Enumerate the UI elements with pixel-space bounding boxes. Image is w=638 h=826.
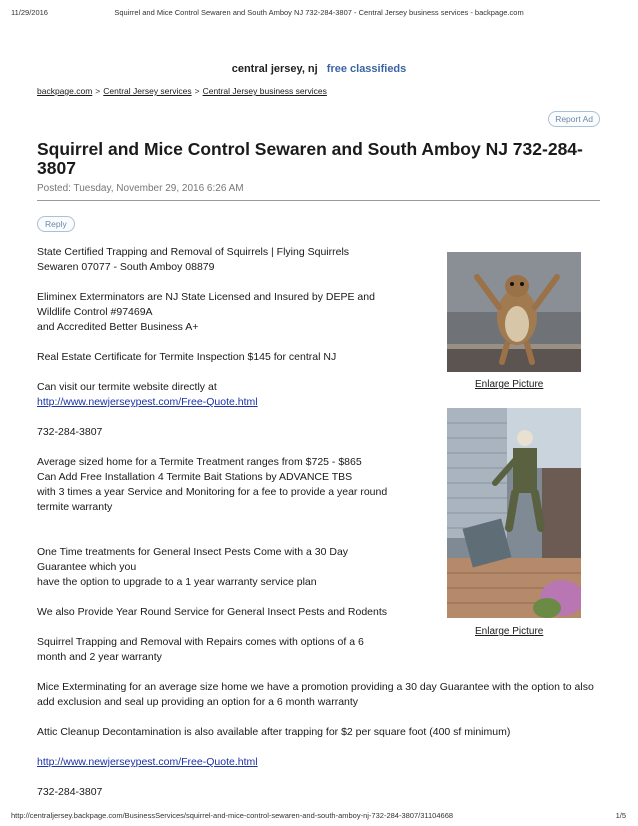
- breadcrumb: [37, 86, 327, 96]
- posted-date: Posted: Tuesday, November 29, 2016 6:26 AM: [37, 183, 244, 194]
- body-line: month and 2 year warranty: [37, 651, 162, 663]
- print-header: [0, 8, 638, 20]
- body-line: Squirrel Trapping and Removal with Repairs comes with options of a 6: [37, 636, 364, 648]
- body-line: Average sized home for a Termite Treatment ranges from $725 - $865: [37, 456, 362, 468]
- print-url: http://centraljersey.backpage.com/BusinessServices/squirrel-and-mice-control-sewaren-and-south-amboy-nj-732-284-3807/31104668: [11, 811, 454, 820]
- body-line: Attic Cleanup Decontamination is also available after trapping for $2 per square foot (400 sf minimum): [37, 726, 511, 738]
- print-page-number: 1/5: [615, 811, 626, 820]
- free-classifieds-link[interactable]: free classifieds: [326, 63, 407, 75]
- body-line: termite warranty: [37, 501, 113, 513]
- title-divider: [37, 200, 600, 201]
- breadcrumb-separator: >: [194, 86, 200, 96]
- print-page-title: Squirrel and Mice Control Sewaren and South Amboy NJ 732-284-3807 - Central Jersey business services - backpage.com: [114, 8, 524, 17]
- body-line: One Time treatments for General Insect Pests Come with a 30 Day: [37, 546, 349, 558]
- body-line: We also Provide Year Round Service for General Insect Pests and Rodents: [37, 606, 388, 618]
- body-line: Sewaren 07077 - South Amboy 08879: [37, 261, 215, 273]
- phone-number-2: 732-284-3807: [37, 786, 103, 798]
- free-quote-link-2[interactable]: http://www.newjerseypest.com/Free-Quote.html: [37, 756, 258, 768]
- body-line: Guarantee which you: [37, 561, 137, 573]
- body-line: have the option to upgrade to a 1 year warranty service plan: [37, 576, 317, 588]
- body-line: Can visit our termite website directly at: [37, 381, 217, 393]
- body-line: Mice Exterminating for an average size home we have a promotion providing a 30 day Guarantee with the option to also add exclusion and seal up providing an option for a 6 month warranty: [37, 681, 594, 708]
- report-ad-button[interactable]: Report Ad: [548, 111, 600, 127]
- body-line: Real Estate Certificate for Termite Inspection $145 for central NJ: [37, 351, 337, 363]
- print-footer: [0, 811, 638, 823]
- body-line: and Accredited Better Business A+: [37, 321, 199, 333]
- breadcrumb-separator: >: [95, 86, 101, 96]
- site-city: central jersey, nj: [231, 63, 318, 75]
- print-date: 11/29/2016: [11, 8, 48, 17]
- site-bar: [0, 63, 638, 75]
- free-quote-link-1[interactable]: http://www.newjerseypest.com/Free-Quote.html: [37, 396, 258, 408]
- enlarge-picture-2-link[interactable]: Enlarge Picture: [475, 626, 544, 637]
- body-line: State Certified Trapping and Removal of Squirrels | Flying Squirrels: [37, 246, 350, 258]
- breadcrumb-business-services[interactable]: Central Jersey business services: [202, 86, 327, 96]
- ad-body: [37, 245, 597, 800]
- body-line: Wildlife Control #97469A: [37, 306, 153, 318]
- body-line: Eliminex Exterminators are NJ State Licensed and Insured by DEPE and: [37, 291, 375, 303]
- breadcrumb-home[interactable]: backpage.com: [37, 86, 93, 96]
- enlarge-picture-1-link[interactable]: Enlarge Picture: [475, 379, 544, 390]
- breadcrumb-services[interactable]: Central Jersey services: [103, 86, 192, 96]
- body-line: with 3 times a year Service and Monitoring for a fee to provide a year round: [37, 486, 388, 498]
- reply-button[interactable]: Reply: [37, 216, 75, 232]
- ad-title: Squirrel and Mice Control Sewaren and South Amboy NJ 732-284-3807: [37, 139, 583, 178]
- body-line: Can Add Free Installation 4 Termite Bait Stations by ADVANCE TBS: [37, 471, 353, 483]
- phone-number-1: 732-284-3807: [37, 426, 103, 438]
